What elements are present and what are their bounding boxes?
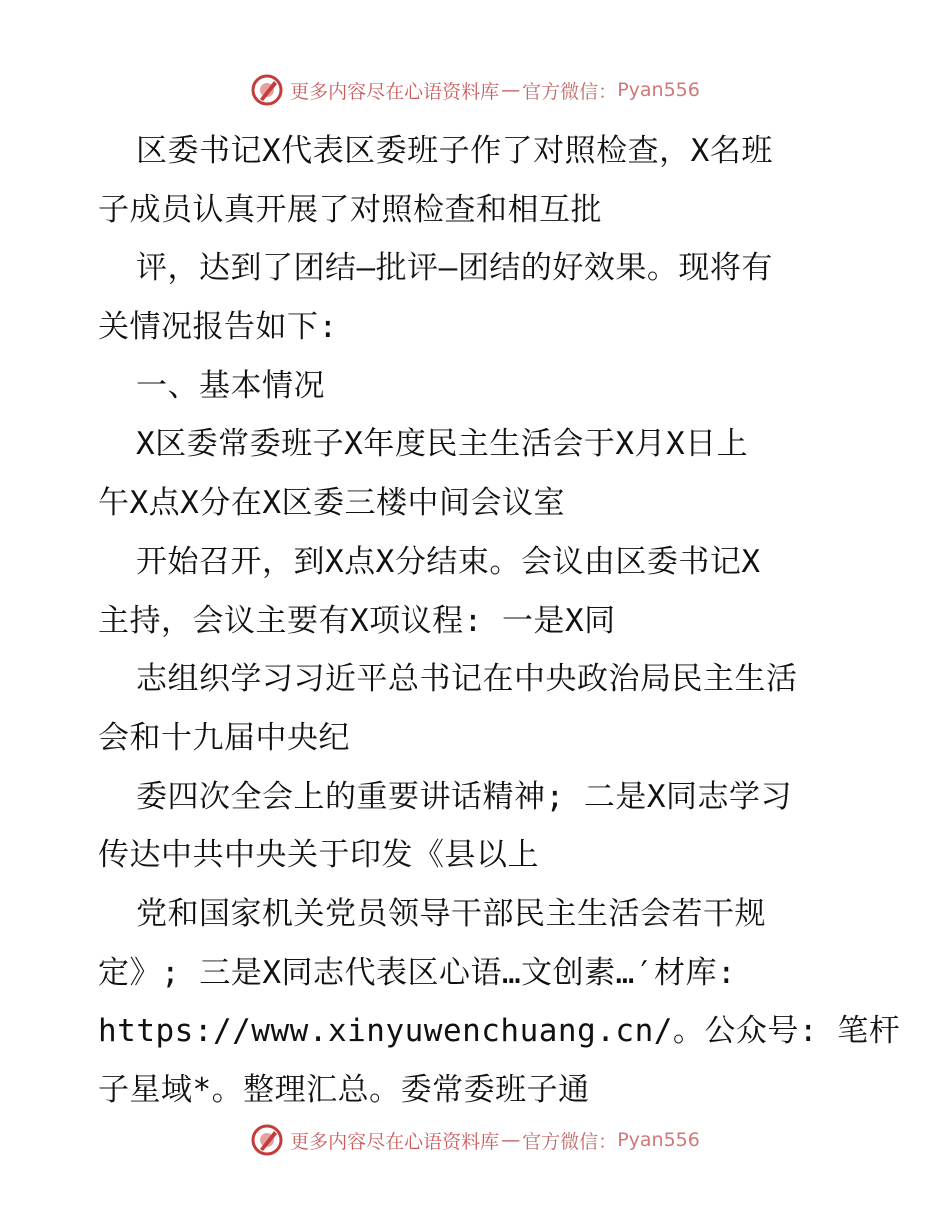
body-line: 传达中共中央关于印发《县以上 — [98, 837, 539, 874]
brand-logo-icon — [250, 73, 284, 107]
banner-slogan: 更多内容尽在心语资料库 — [290, 1130, 500, 1153]
body-line: 委四次全会上的重要讲话精神; 二是X同志学习 — [136, 778, 792, 815]
body-line: 主持，会议主要有X项议程: 一是X同 — [98, 602, 616, 639]
body-line: 评，达到了团结—批评—团结的好效果。现将有 — [136, 250, 773, 287]
body-line: 志组织学习习近平总书记在中央政治局民主生活 — [136, 661, 798, 698]
banner-slogan: 更多内容尽在心语资料库 — [290, 80, 500, 103]
banner-wechat-id: Pyan556 — [617, 79, 700, 101]
body-line: 党和国家机关党员领导干部民主生活会若干规 — [136, 895, 766, 932]
banner-wechat-id: Pyan556 — [617, 1129, 700, 1151]
banner-official-label: 官方微信： — [522, 1130, 618, 1153]
banner-dash: — — [501, 1129, 521, 1151]
banner-dash: — — [501, 79, 521, 101]
body-line: 开始召开，到X点X分结束。会议由区委书记X — [136, 543, 761, 580]
body-line: 子星域*。整理汇总。委常委班子通 — [98, 1072, 590, 1108]
footer-watermark-banner — [0, 1120, 950, 1160]
body-line: 区委书记X代表区委班子作了对照检查，X名班 — [136, 133, 773, 169]
body-line: 子成员认真开展了对照检查和相互批 — [98, 191, 602, 228]
body-line: 关情况报告如下: — [98, 309, 338, 346]
brand-logo-icon — [250, 1123, 284, 1157]
body-line-url: https://www.xinyuwenchuang.cn/。公众号: 笔杆 — [98, 1013, 901, 1050]
section-heading: 一、基本情况 — [136, 367, 325, 404]
header-watermark-banner — [0, 70, 950, 110]
banner-official-label: 官方微信： — [522, 80, 618, 103]
body-line: X区委常委班子X年度民主生活会于X月X日上 — [136, 426, 749, 463]
body-line: 定》; 三是X同志代表区心语…文创素…′材库: — [98, 954, 737, 991]
body-line: 午X点X分在X区委三楼中间会议室 — [98, 485, 565, 522]
body-line: 会和十九届中央纪 — [98, 719, 350, 756]
document-body — [98, 122, 901, 1120]
